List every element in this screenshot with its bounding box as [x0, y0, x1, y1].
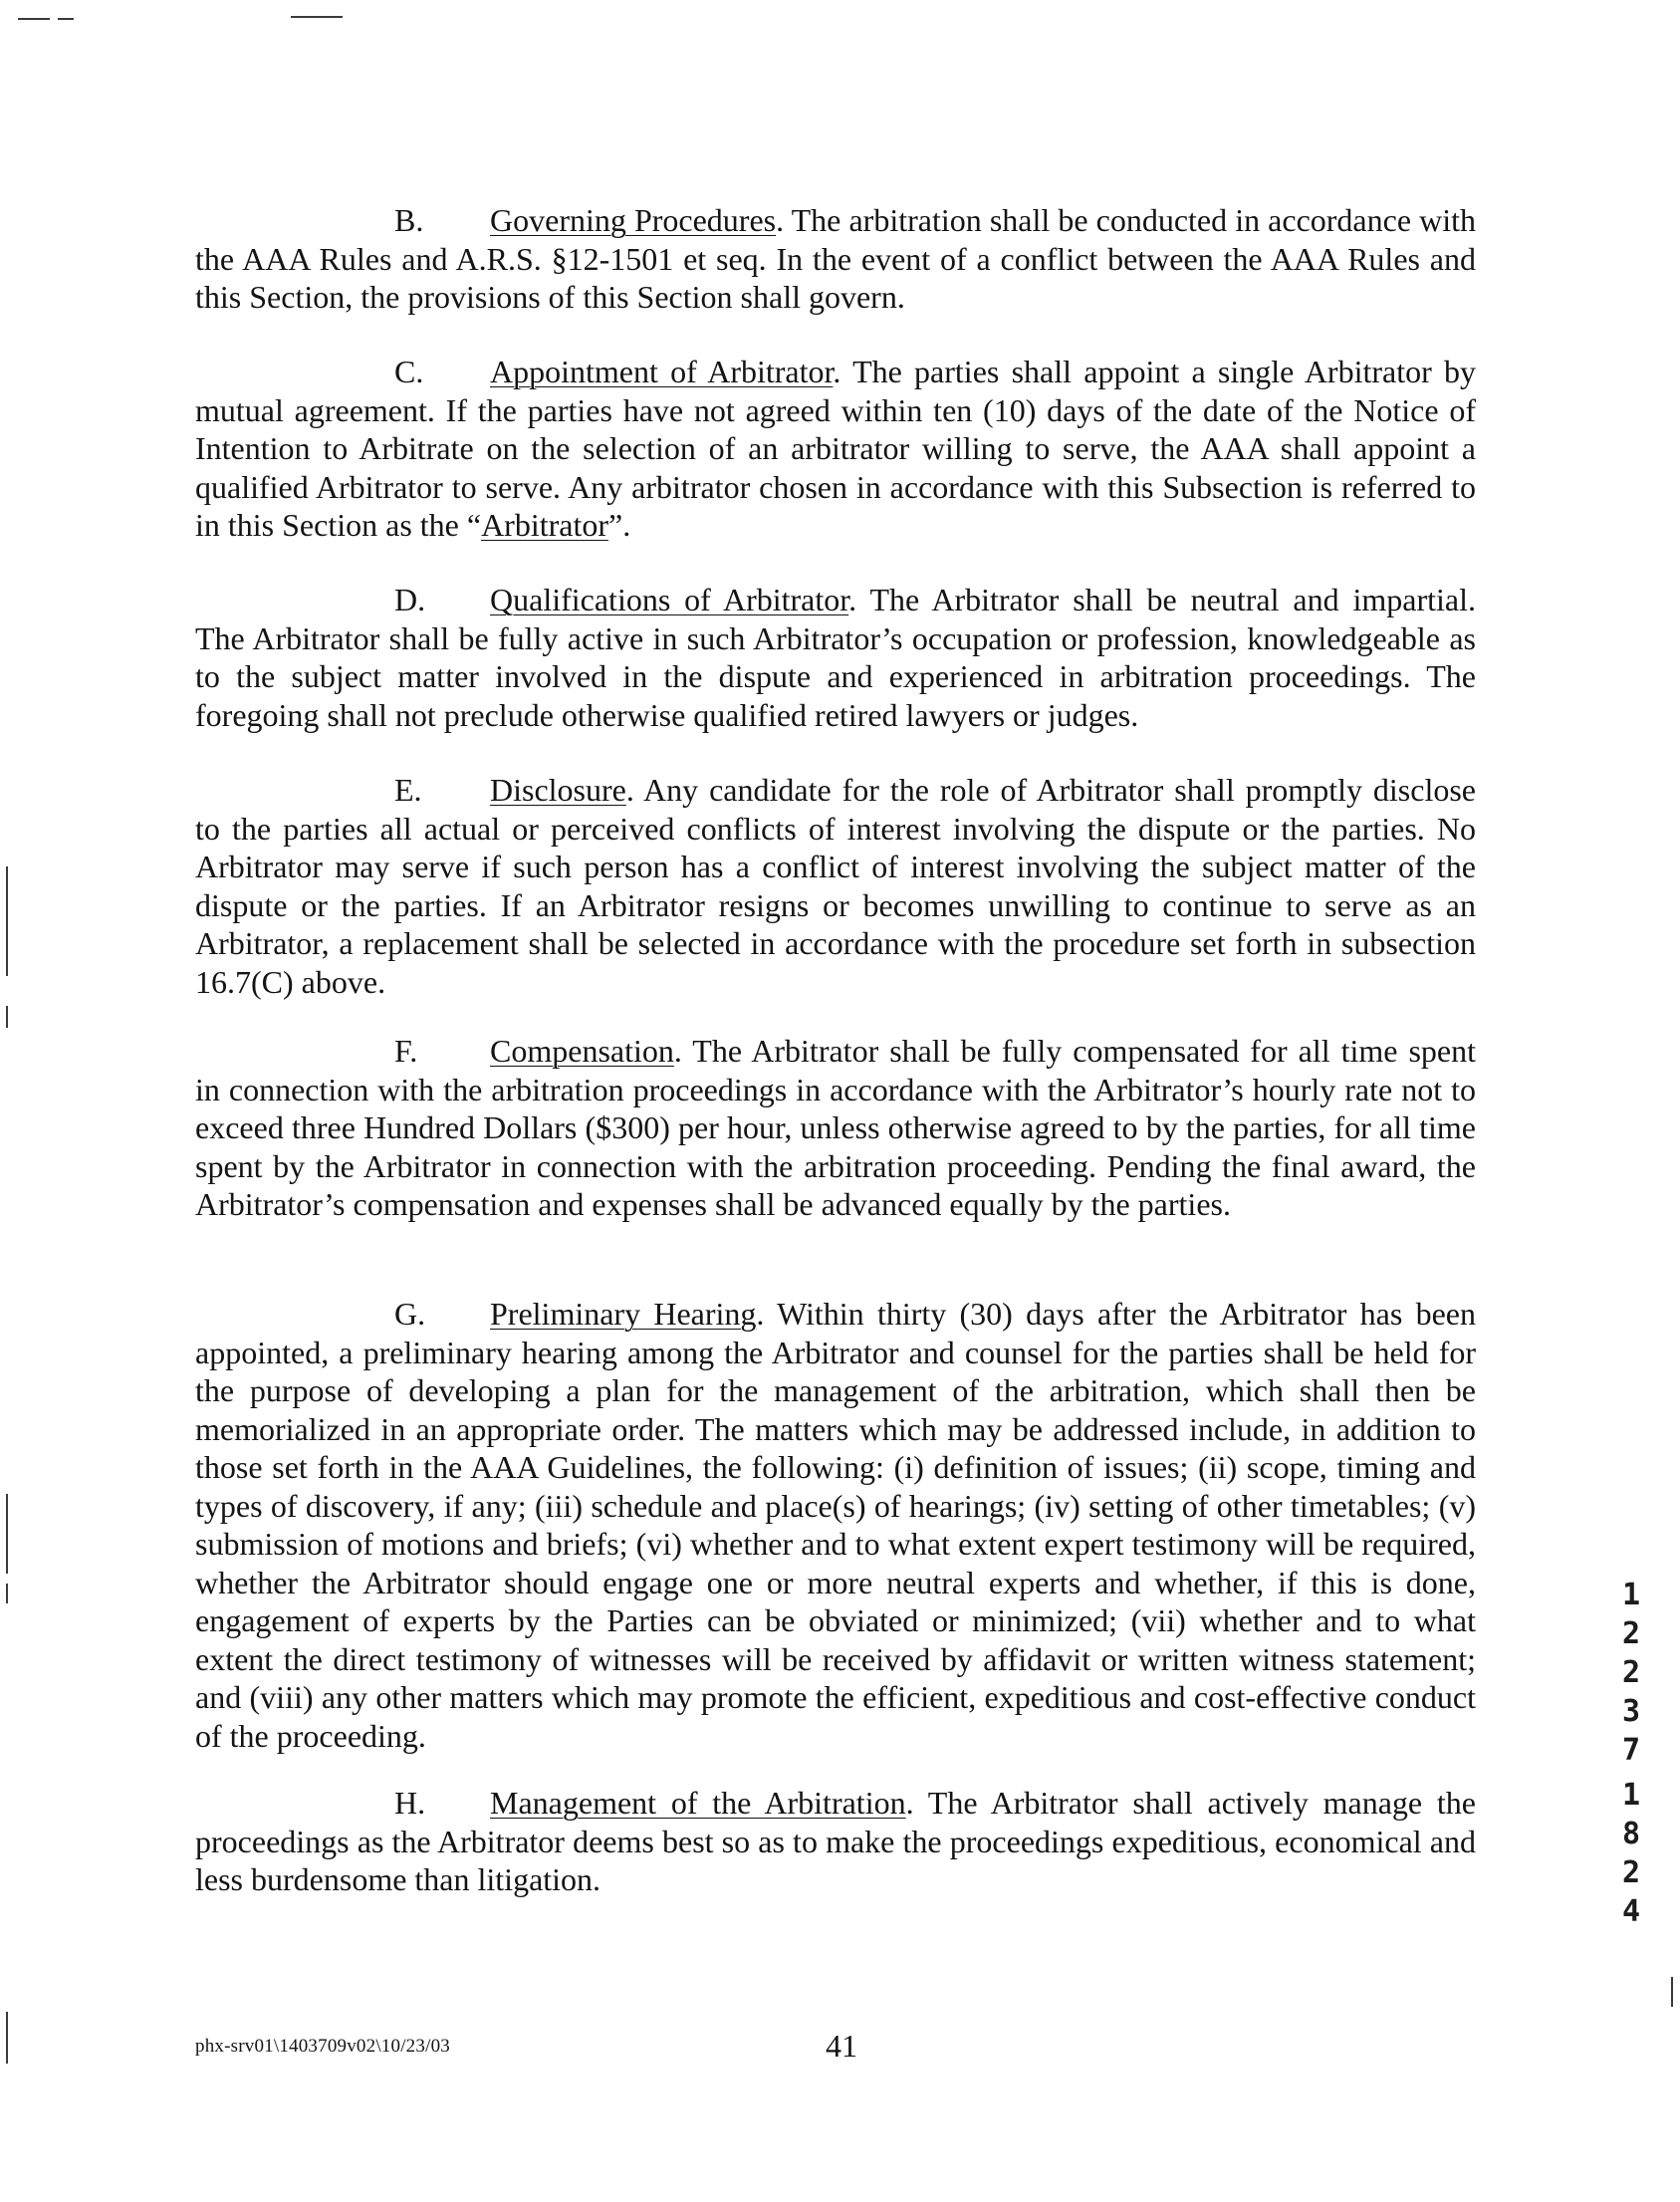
scan-mark-left-4 — [6, 1584, 8, 1603]
scan-mark-left-3 — [6, 1494, 8, 1574]
defined-term-arbitrator: Arbitrator — [481, 507, 609, 543]
heading-appointment-of-arbitrator: Appointment of Arbitrator — [490, 354, 834, 389]
scan-mark-right — [1671, 1977, 1673, 2007]
section-f-compensation: F. Compensation. The Arbitrator shall be fully compensated for all time spent in connection with the arbitration proceedings in accordance with the Arbitrator’s hourly rate not to exceed three Hundred Dollars ($300) per hour, unless otherwise agreed to by the parties, for all time spent by the Arbitrator in connection with the arbitration proceeding. Pending the final award, the Arbitrator’s compensation and expenses shall be advanced equally by the parties. — [195, 1033, 1476, 1222]
footer-document-path: phx-srv01\1403709v02\10/23/03 — [195, 2036, 450, 2057]
section-d-qualifications-of-arbitrator: D. Qualifications of Arbitrator. The Arbitrator shall be neutral and impartial. The Arbitrator shall be fully active in such Arbitrator’s occupation or profession, knowledgeable as to the subject matter involved in the dispute and experienced in arbitration proceedings. The foregoing shall not preclude otherwise qualified retired lawyers or judges. — [195, 582, 1477, 733]
bates-number-lower: 1 8 2 4 — [1621, 1778, 1641, 1929]
heading-disclosure: Disclosure — [490, 772, 626, 808]
section-b-governing-procedures: B. Governing Procedures. The arbitration shall be conducted in accordance with the AAA Rules and A.R.S. §12-1501 et seq. In the event of a conflict between the AAA Rules and this Section, the provisions of this Section shall govern. — [195, 202, 1477, 315]
page-number: 41 — [826, 2028, 857, 2064]
heading-qualifications-of-arbitrator: Qualifications of Arbitrator — [490, 582, 849, 617]
scan-mark-top-left — [18, 18, 50, 20]
bates-number-upper: 1 2 2 3 7 — [1621, 1578, 1641, 1768]
scan-mark-top-left-2 — [58, 18, 74, 20]
scan-mark-left-5 — [6, 2012, 8, 2064]
heading-management-of-the-arbitration: Management of the Arbitration — [490, 1785, 906, 1821]
heading-preliminary-hearing: Preliminary Hearing — [490, 1296, 757, 1332]
section-c-appointment-of-arbitrator: C. Appointment of Arbitrator. The parties shall appoint a single Arbitrator by mutual agreement. If the parties have not agreed within ten (10) days of the date of the Notice of Intention to Arbitrate on the selection of an arbitrator willing to serve, the AAA shall appoint a qualified Arbitrator to serve. Any arbitrator chosen in accordance with this Subsection is referred to in this Section as the “Arbitrator”. — [195, 354, 1477, 543]
section-g-preliminary-hearing: G. Preliminary Hearing. Within thirty (30) days after the Arbitrator has been appointed, a preliminary hearing among the Arbitrator and counsel for the parties shall be held for the purpose of developing a plan for the management of the arbitration, which shall then be memorialized in an appropriate order. The matters which may be addressed include, in addition to those set forth in the AAA Guidelines, the following: (i) definition of issues; (ii) scope, timing and types of discovery, if any; (iii) schedule and place(s) of hearings; (iv) setting of other timetables; (v) submission of motions and briefs; (vi) whether and to what extent expert testimony will be required, whether the Arbitrator should engage one or more neutral experts and whether, if this is done, engagement of experts by the Parties can be obviated or minimized; (vii) whether and to what extent the direct testimony of witnesses will be received by affidavit or written witness statement; and (viii) any other matters which may promote the efficient, expeditious and cost-effective conduct of the proceeding. — [195, 1296, 1477, 1754]
section-e-disclosure: E. Disclosure. Any candidate for the role of Arbitrator shall promptly disclose to the parties all actual or perceived conflicts of interest involving the dispute or the parties. No Arbitrator may serve if such person has a conflict of interest involving the subject matter of the dispute or the parties. If an Arbitrator resigns or becomes unwilling to continue to serve as an Arbitrator, a replacement shall be selected in accordance with the procedure set forth in subsection 16.7(C) above. — [195, 772, 1476, 1000]
scan-mark-top — [291, 16, 343, 18]
heading-governing-procedures: Governing Procedures — [490, 202, 777, 238]
section-h-management-of-the-arbitration: H. Management of the Arbitration. The Arbitrator shall actively manage the proceedings as the Arbitrator deems best so as to make the proceedings expeditious, economical and less burdensome than litigation. — [195, 1785, 1477, 1897]
scan-mark-left-1 — [6, 866, 8, 976]
scan-mark-left-2 — [6, 1006, 8, 1028]
heading-compensation: Compensation — [490, 1033, 674, 1069]
